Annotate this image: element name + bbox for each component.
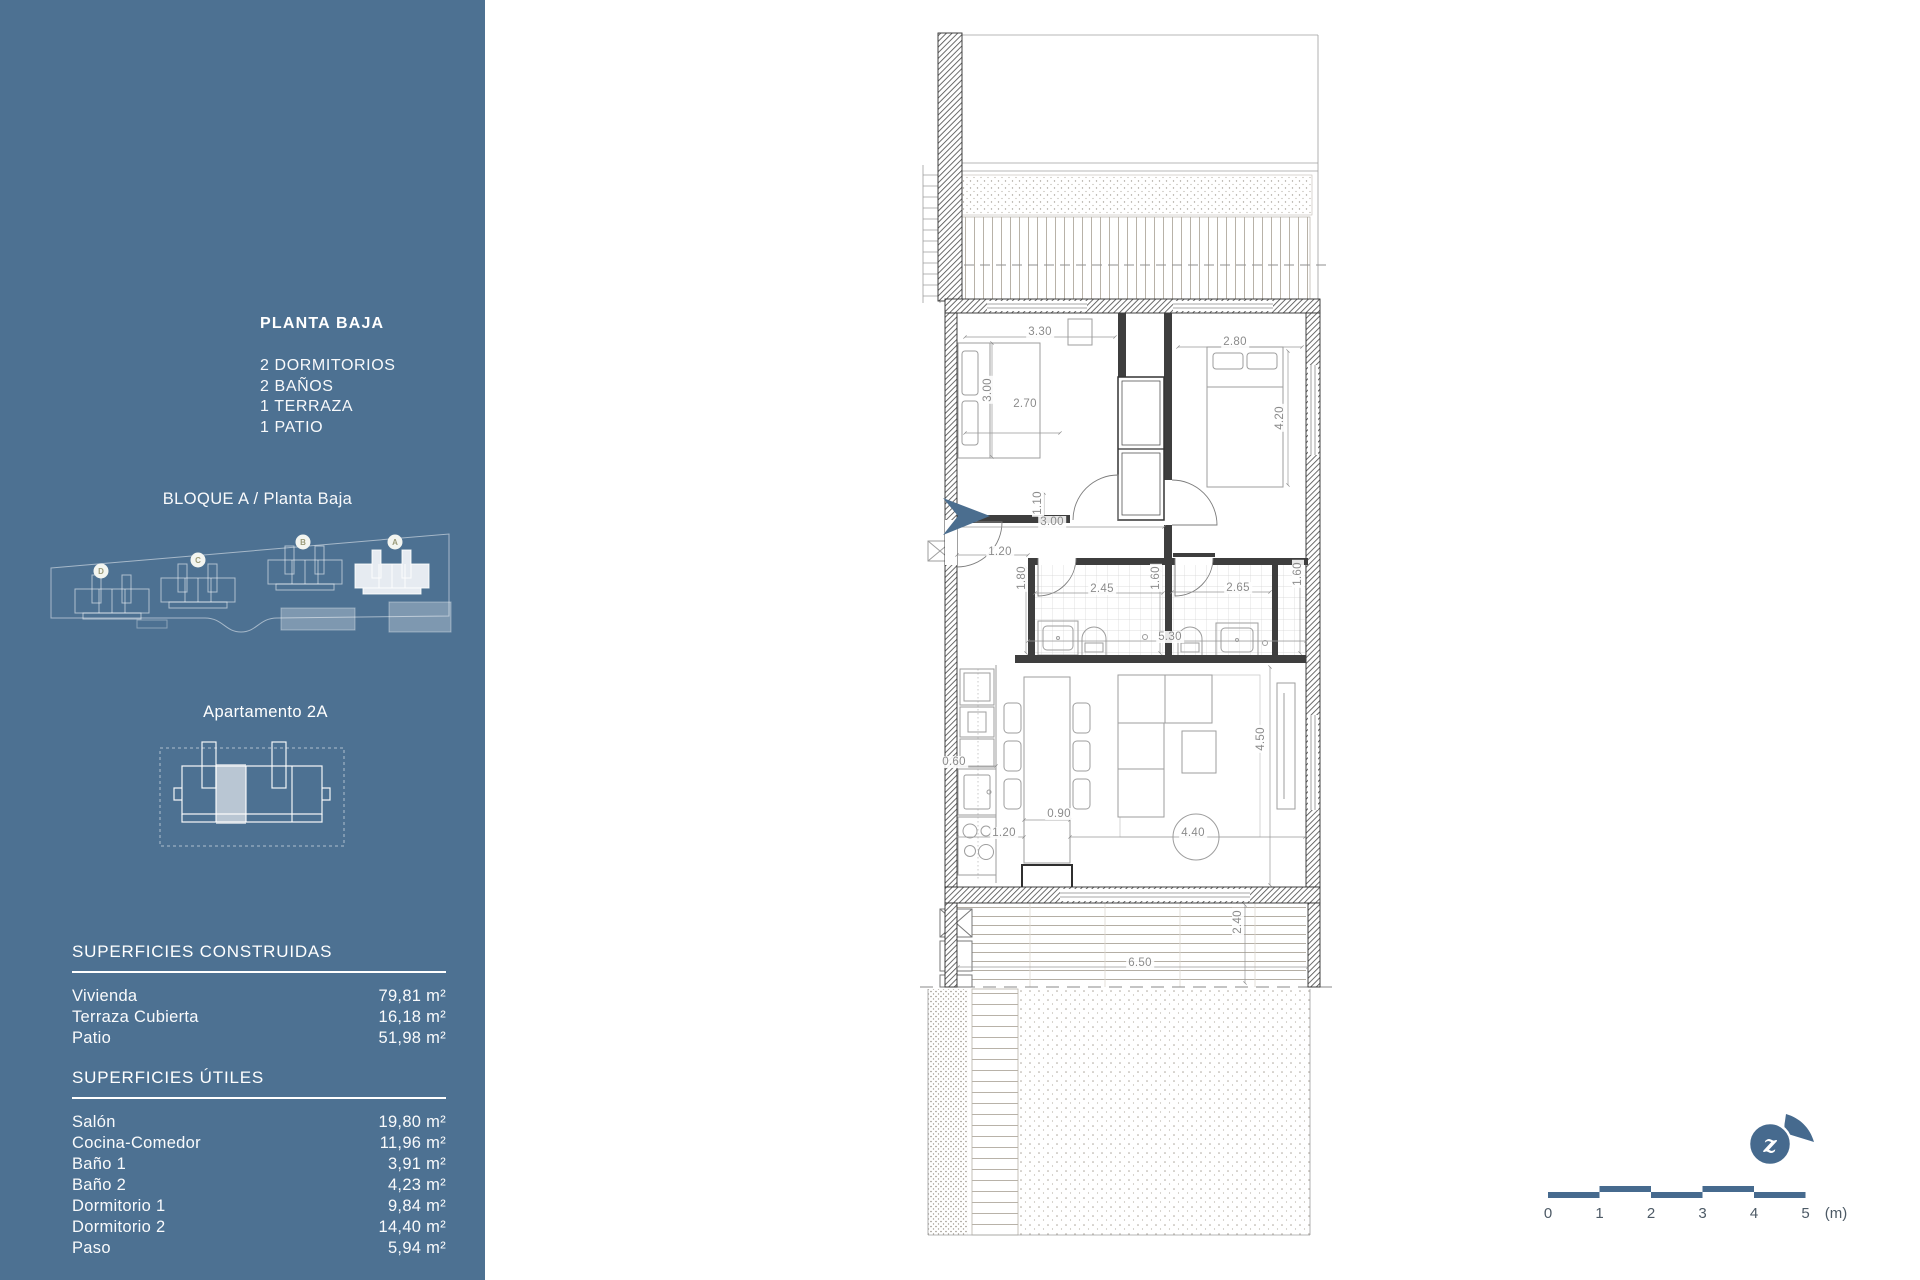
exterior-stairs <box>923 165 940 303</box>
tv-bench <box>1277 683 1295 809</box>
dimension-label: 1.60 <box>1150 566 1162 590</box>
dimension-label: 2.80 <box>1223 336 1247 348</box>
row-value: 16,18 m² <box>378 1008 446 1026</box>
scale-tick: 3 <box>1698 1205 1707 1222</box>
row-label: Paso <box>72 1239 111 1257</box>
dimension-label: 1.10 <box>1032 491 1044 515</box>
diagram-border <box>160 748 344 846</box>
upper-patio <box>923 33 1326 303</box>
pergola-deck <box>962 217 1310 303</box>
dimension-label: 1.60 <box>1292 562 1304 586</box>
amenity-area <box>389 602 451 632</box>
table-title: SUPERFICIES ÚTILES <box>72 1068 446 1099</box>
scale-bar-labels <box>1544 1205 1847 1222</box>
entrance-door <box>957 522 1002 567</box>
row-value: 14,40 m² <box>378 1218 446 1236</box>
dimension-label: 1.20 <box>988 546 1012 558</box>
scale-tick: 4 <box>1749 1205 1759 1222</box>
building-c <box>161 564 235 608</box>
dimension-label: 0.60 <box>942 756 966 768</box>
feature-item: 2 DORMITORIOS <box>260 357 396 374</box>
sidebar <box>0 0 485 1280</box>
dimension-label: 3.00 <box>1040 516 1064 528</box>
dimension-label: 2.65 <box>1226 582 1250 594</box>
gravel-band <box>962 175 1312 215</box>
table-row <box>72 1133 446 1154</box>
building-b <box>268 546 342 590</box>
feature-item: 2 BAÑOS <box>260 377 334 395</box>
table-row <box>72 1175 446 1196</box>
bed-2 <box>1207 347 1283 487</box>
superficies-construidas-table <box>72 942 446 1049</box>
scale-tick: 5 <box>1801 1205 1810 1222</box>
patio-steps <box>972 989 1018 1235</box>
scale-unit: (m) <box>1824 1205 1848 1222</box>
apartment-label: Apartamento 2A <box>203 703 328 721</box>
row-value: 79,81 m² <box>378 987 446 1005</box>
building-elevation <box>174 742 330 822</box>
row-value: 11,96 m² <box>379 1134 446 1152</box>
site-plan <box>45 520 455 660</box>
row-label: Dormitorio 2 <box>72 1218 166 1236</box>
dimension-label: 5.30 <box>1158 631 1182 643</box>
terrace-deck <box>957 903 1306 987</box>
patio-gravel <box>1018 989 1310 1235</box>
building-c-label: C <box>195 556 201 565</box>
bed-1 <box>958 343 1040 458</box>
feature-list <box>260 356 396 438</box>
north-arrow-icon <box>1740 1108 1824 1174</box>
dining-island <box>1004 677 1090 899</box>
building-d <box>75 575 149 619</box>
building-a-highlighted <box>355 550 429 594</box>
dimension-label: 2.70 <box>1013 398 1037 410</box>
row-label: Salón <box>72 1113 116 1131</box>
table-row <box>72 1112 446 1133</box>
dimension-label: 3.30 <box>1028 326 1052 338</box>
amenity-area <box>281 608 355 630</box>
building-b-label: B <box>300 538 306 547</box>
scale-bar <box>1540 1178 1920 1230</box>
dimension-label: 1.80 <box>1016 566 1028 590</box>
row-label: Terraza Cubierta <box>72 1008 199 1026</box>
sliding-door <box>1060 889 1250 901</box>
table-title: SUPERFICIES CONSTRUIDAS <box>72 942 446 973</box>
row-value: 9,84 m² <box>387 1197 446 1215</box>
closet-small <box>1068 319 1092 345</box>
logo-glyph: z <box>1763 1131 1777 1158</box>
table-row <box>72 1007 446 1028</box>
row-label: Patio <box>72 1029 112 1047</box>
feature-item: 1 TERRAZA <box>260 398 354 415</box>
scale-tick: 1 <box>1595 1205 1604 1222</box>
dimension-label: 3.00 <box>982 378 994 402</box>
planting-strip <box>928 989 968 1235</box>
dimension-label: 1.20 <box>992 827 1016 839</box>
dimension-label: 0.90 <box>1047 808 1071 820</box>
wardrobe <box>1118 377 1164 520</box>
coffee-table <box>1182 731 1216 773</box>
building-d-label: D <box>98 567 104 576</box>
scale-bar-segments <box>1548 1186 1806 1198</box>
row-label: Dormitorio 1 <box>72 1197 166 1215</box>
block-label: BLOQUE A / Planta Baja <box>162 490 353 508</box>
patio <box>928 989 1310 1235</box>
row-value: 19,80 m² <box>378 1113 446 1131</box>
superficies-utiles-table <box>72 1068 446 1259</box>
row-label: Cocina-Comedor <box>72 1134 201 1152</box>
row-value: 3,91 m² <box>387 1155 446 1173</box>
table-row <box>72 1196 446 1217</box>
amenity-area <box>137 620 167 628</box>
unit-highlight <box>216 764 246 824</box>
table-row <box>72 1217 446 1238</box>
building-a-label: A <box>392 538 398 547</box>
floor-title: PLANTA BAJA <box>260 315 385 332</box>
scale-tick: 2 <box>1646 1205 1656 1222</box>
row-label: Baño 1 <box>72 1155 127 1173</box>
floor-plan <box>920 25 1340 1250</box>
dimension-label: 2.45 <box>1090 583 1114 595</box>
dimension-label: 4.40 <box>1181 827 1205 839</box>
sofa <box>1118 675 1212 817</box>
feature-item: 1 PATIO <box>260 418 324 436</box>
table-row <box>72 1028 446 1049</box>
table-row <box>72 986 446 1007</box>
apartment-diagram <box>152 726 352 854</box>
row-value: 4,23 m² <box>387 1176 446 1194</box>
kitchen-counter <box>958 665 996 883</box>
dimension-label: 4.50 <box>1255 727 1267 751</box>
scale-tick: 0 <box>1543 1205 1553 1222</box>
bedroom-1-door <box>1073 475 1118 520</box>
dimension-label: 4.20 <box>1274 406 1286 430</box>
row-label: Baño 2 <box>72 1176 127 1194</box>
upper-wall <box>938 33 962 301</box>
row-label: Vivienda <box>72 987 138 1005</box>
table-row <box>72 1154 446 1175</box>
dimension-label: 6.50 <box>1128 957 1152 969</box>
table-row <box>72 1238 446 1259</box>
row-value: 51,98 m² <box>378 1029 446 1047</box>
dimension-label: 2.40 <box>1232 910 1244 934</box>
row-value: 5,94 m² <box>387 1239 446 1257</box>
